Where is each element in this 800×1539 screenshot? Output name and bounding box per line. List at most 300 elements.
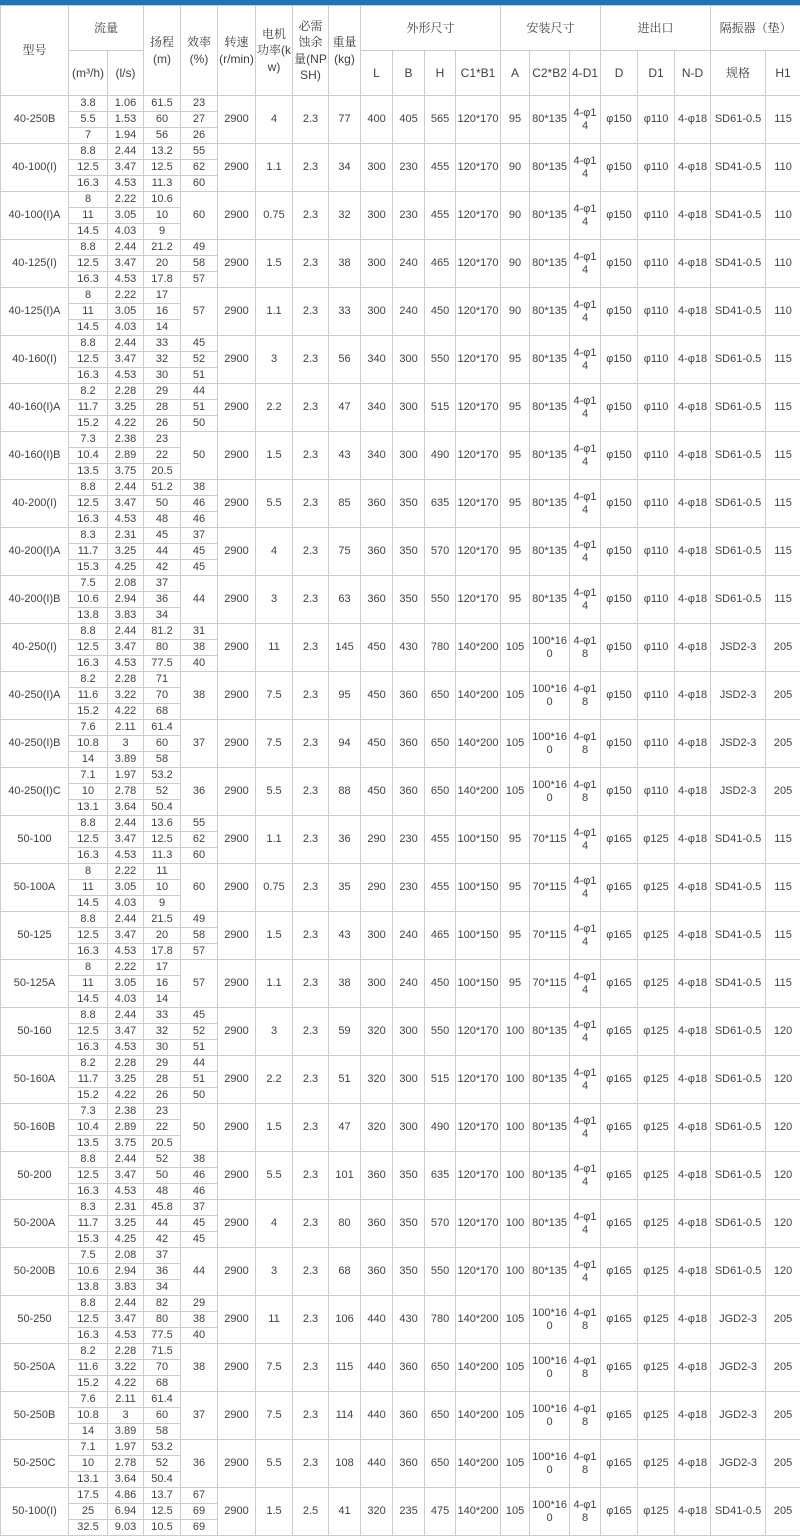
flow-ls-cell: 3.25 (108, 1216, 144, 1232)
efficiency-cell: 46 (181, 1168, 218, 1184)
model-cell: 40-160(I) (1, 336, 69, 384)
flow-ls-cell: 4.53 (108, 1184, 144, 1200)
npsh-cell: 2.3 (293, 816, 329, 864)
model-cell: 40-125(I)A (1, 288, 69, 336)
port-d-cell: φ165 (601, 1152, 638, 1200)
dim-b-cell: 230 (393, 864, 425, 912)
table-row (1, 960, 800, 976)
head-cell: 77.5 (144, 656, 181, 672)
npsh-cell: 2.3 (293, 336, 329, 384)
dim-h-cell: 465 (425, 240, 456, 288)
flow-m3h-cell: 8.2 (69, 1056, 108, 1072)
weight-cell: 38 (329, 240, 361, 288)
head-cell: 26 (144, 1088, 181, 1104)
port-nd-cell: 4-φ18 (675, 96, 711, 144)
efficiency-cell: 55 (181, 816, 218, 832)
weight-cell: 32 (329, 192, 361, 240)
model-cell: 40-200(I)A (1, 528, 69, 576)
install-a-cell: 95 (501, 336, 530, 384)
head-cell: 13.6 (144, 816, 181, 832)
install-c2b2-cell: 100*160 (530, 1296, 570, 1344)
flow-m3h-cell: 12.5 (69, 640, 108, 656)
head-cell: 11 (144, 864, 181, 880)
isolator-spec-cell: JSD2-3 (711, 672, 766, 720)
motor-power-cell: 5.5 (256, 768, 293, 816)
flow-ls-cell: 2.28 (108, 672, 144, 688)
flow-ls-cell: 2.08 (108, 1248, 144, 1264)
flow-m3h-cell: 8.8 (69, 816, 108, 832)
flow-m3h-cell: 7 (69, 128, 108, 144)
port-nd-cell: 4-φ18 (675, 864, 711, 912)
head-cell: 23 (144, 1104, 181, 1120)
isolator-h1-cell: 205 (766, 1488, 800, 1536)
speed-cell: 2900 (218, 1344, 256, 1392)
dim-b-cell: 240 (393, 288, 425, 336)
flow-ls-cell: 2.31 (108, 528, 144, 544)
col-header-install-dims: 安装尺寸 (501, 6, 601, 51)
head-cell: 45 (144, 528, 181, 544)
dim-c1b1-cell: 100*150 (456, 816, 501, 864)
flow-ls-cell: 2.44 (108, 1296, 144, 1312)
install-4d1-cell: 4-φ14 (570, 96, 601, 144)
dim-l-cell: 340 (361, 432, 393, 480)
flow-ls-cell: 4.53 (108, 1328, 144, 1344)
table-row (1, 480, 800, 496)
table-row (1, 1104, 800, 1120)
head-cell: 42 (144, 1232, 181, 1248)
flow-ls-cell: 2.22 (108, 288, 144, 304)
flow-m3h-cell: 12.5 (69, 352, 108, 368)
flow-m3h-cell: 12.5 (69, 832, 108, 848)
efficiency-cell: 44 (181, 1056, 218, 1072)
install-c2b2-cell: 80*135 (530, 1008, 570, 1056)
dim-h-cell: 455 (425, 816, 456, 864)
speed-cell: 2900 (218, 528, 256, 576)
motor-power-cell: 3 (256, 336, 293, 384)
dim-h-cell: 550 (425, 576, 456, 624)
head-cell: 53.2 (144, 1440, 181, 1456)
flow-m3h-cell: 16.3 (69, 1040, 108, 1056)
port-d1-cell: φ110 (638, 240, 675, 288)
head-cell: 33 (144, 336, 181, 352)
dim-l-cell: 320 (361, 1104, 393, 1152)
flow-m3h-cell: 13.5 (69, 1136, 108, 1152)
dim-h-cell: 635 (425, 480, 456, 528)
head-cell: 56 (144, 128, 181, 144)
flow-m3h-cell: 13.8 (69, 608, 108, 624)
install-c2b2-cell: 100*160 (530, 768, 570, 816)
efficiency-cell: 45 (181, 1008, 218, 1024)
efficiency-cell: 23 (181, 96, 218, 112)
table-row (1, 1056, 800, 1072)
efficiency-cell: 49 (181, 912, 218, 928)
dim-c1b1-cell: 120*170 (456, 1104, 501, 1152)
port-nd-cell: 4-φ18 (675, 1296, 711, 1344)
head-cell: 71.5 (144, 1344, 181, 1360)
dim-c1b1-cell: 120*170 (456, 192, 501, 240)
port-d-cell: φ165 (601, 1056, 638, 1104)
motor-power-cell: 4 (256, 1200, 293, 1248)
efficiency-cell: 50 (181, 1104, 218, 1152)
dim-h-cell: 780 (425, 624, 456, 672)
port-d-cell: φ165 (601, 1440, 638, 1488)
dim-b-cell: 350 (393, 1248, 425, 1296)
motor-power-cell: 2.2 (256, 384, 293, 432)
install-c2b2-cell: 100*160 (530, 624, 570, 672)
head-cell: 68 (144, 704, 181, 720)
isolator-spec-cell: SD61-0.5 (711, 96, 766, 144)
dim-h-cell: 455 (425, 144, 456, 192)
port-nd-cell: 4-φ18 (675, 528, 711, 576)
dim-h-cell: 650 (425, 1344, 456, 1392)
efficiency-cell: 69 (181, 1520, 218, 1536)
head-cell: 48 (144, 512, 181, 528)
install-c2b2-cell: 100*160 (530, 1392, 570, 1440)
flow-m3h-cell: 15.3 (69, 560, 108, 576)
dim-h-cell: 475 (425, 1488, 456, 1536)
dim-c1b1-cell: 140*200 (456, 1344, 501, 1392)
dim-c1b1-cell: 120*170 (456, 336, 501, 384)
speed-cell: 2900 (218, 96, 256, 144)
table-row (1, 1152, 800, 1168)
flow-ls-cell: 1.97 (108, 1440, 144, 1456)
efficiency-cell: 57 (181, 944, 218, 960)
dim-h-cell: 515 (425, 384, 456, 432)
port-nd-cell: 4-φ18 (675, 1104, 711, 1152)
weight-cell: 101 (329, 1152, 361, 1200)
model-cell: 40-250(I)A (1, 672, 69, 720)
flow-m3h-cell: 10.4 (69, 1120, 108, 1136)
head-cell: 20.5 (144, 464, 181, 480)
install-4d1-cell: 4-φ14 (570, 864, 601, 912)
head-cell: 50 (144, 1168, 181, 1184)
weight-cell: 115 (329, 1344, 361, 1392)
flow-ls-cell: 3.89 (108, 1424, 144, 1440)
head-cell: 37 (144, 576, 181, 592)
dim-b-cell: 350 (393, 480, 425, 528)
flow-m3h-cell: 16.3 (69, 1184, 108, 1200)
dim-l-cell: 360 (361, 1152, 393, 1200)
weight-cell: 114 (329, 1392, 361, 1440)
flow-ls-cell: 2.28 (108, 1056, 144, 1072)
col-header-weight: 重量(kg) (329, 6, 361, 96)
port-d1-cell: φ125 (638, 912, 675, 960)
port-d-cell: φ165 (601, 816, 638, 864)
dim-b-cell: 430 (393, 624, 425, 672)
table-row (1, 288, 800, 304)
head-cell: 14 (144, 992, 181, 1008)
col-header-overall-dims: 外形尺寸 (361, 6, 501, 51)
dim-c1b1-cell: 120*170 (456, 480, 501, 528)
weight-cell: 38 (329, 960, 361, 1008)
isolator-spec-cell: SD61-0.5 (711, 1104, 766, 1152)
port-d-cell: φ165 (601, 960, 638, 1008)
port-d1-cell: φ110 (638, 720, 675, 768)
flow-m3h-cell: 12.5 (69, 1312, 108, 1328)
isolator-h1-cell: 120 (766, 1008, 800, 1056)
install-c2b2-cell: 100*160 (530, 720, 570, 768)
dim-c1b1-cell: 140*200 (456, 1488, 501, 1536)
flow-ls-cell: 2.38 (108, 1104, 144, 1120)
port-d-cell: φ165 (601, 1392, 638, 1440)
head-cell: 52 (144, 1152, 181, 1168)
head-cell: 80 (144, 1312, 181, 1328)
table-row (1, 768, 800, 784)
isolator-spec-cell: SD41-0.5 (711, 240, 766, 288)
flow-ls-cell: 3.22 (108, 688, 144, 704)
model-cell: 50-125 (1, 912, 69, 960)
install-a-cell: 100 (501, 1056, 530, 1104)
head-cell: 61.4 (144, 1392, 181, 1408)
speed-cell: 2900 (218, 1296, 256, 1344)
weight-cell: 35 (329, 864, 361, 912)
dim-l-cell: 300 (361, 240, 393, 288)
flow-ls-cell: 2.44 (108, 1008, 144, 1024)
install-c2b2-cell: 80*135 (530, 1056, 570, 1104)
dim-l-cell: 290 (361, 816, 393, 864)
dim-c1b1-cell: 140*200 (456, 1296, 501, 1344)
port-d1-cell: φ125 (638, 1104, 675, 1152)
install-a-cell: 105 (501, 1440, 530, 1488)
speed-cell: 2900 (218, 1392, 256, 1440)
port-d-cell: φ165 (601, 1296, 638, 1344)
isolator-h1-cell: 120 (766, 1056, 800, 1104)
flow-ls-cell: 4.03 (108, 320, 144, 336)
flow-ls-cell: 4.22 (108, 1376, 144, 1392)
port-d-cell: φ165 (601, 912, 638, 960)
dim-h-cell: 490 (425, 1104, 456, 1152)
install-a-cell: 95 (501, 960, 530, 1008)
isolator-h1-cell: 205 (766, 1344, 800, 1392)
flow-ls-cell: 3.25 (108, 1072, 144, 1088)
flow-m3h-cell: 12.5 (69, 1168, 108, 1184)
table-body (1, 96, 800, 1536)
install-4d1-cell: 4-φ18 (570, 624, 601, 672)
dim-c1b1-cell: 120*170 (456, 384, 501, 432)
head-cell: 17.8 (144, 944, 181, 960)
weight-cell: 59 (329, 1008, 361, 1056)
install-a-cell: 90 (501, 240, 530, 288)
npsh-cell: 2.3 (293, 768, 329, 816)
weight-cell: 95 (329, 672, 361, 720)
head-cell: 13.7 (144, 1488, 181, 1504)
port-d1-cell: φ110 (638, 480, 675, 528)
flow-ls-cell: 2.22 (108, 864, 144, 880)
npsh-cell: 2.3 (293, 912, 329, 960)
dim-h-cell: 570 (425, 528, 456, 576)
flow-m3h-cell: 8.8 (69, 336, 108, 352)
npsh-cell: 2.3 (293, 1296, 329, 1344)
table-row (1, 528, 800, 544)
head-cell: 20 (144, 256, 181, 272)
dim-l-cell: 440 (361, 1344, 393, 1392)
port-nd-cell: 4-φ18 (675, 144, 711, 192)
model-cell: 50-160 (1, 1008, 69, 1056)
flow-m3h-cell: 14.5 (69, 320, 108, 336)
flow-ls-cell: 4.53 (108, 1040, 144, 1056)
head-cell: 52 (144, 1456, 181, 1472)
port-d1-cell: φ125 (638, 1296, 675, 1344)
dim-l-cell: 400 (361, 96, 393, 144)
isolator-spec-cell: SD41-0.5 (711, 192, 766, 240)
efficiency-cell: 44 (181, 384, 218, 400)
speed-cell: 2900 (218, 1440, 256, 1488)
port-nd-cell: 4-φ18 (675, 1056, 711, 1104)
flow-ls-cell: 3.47 (108, 928, 144, 944)
npsh-cell: 2.3 (293, 1152, 329, 1200)
flow-m3h-cell: 11.6 (69, 1360, 108, 1376)
flow-m3h-cell: 10 (69, 1456, 108, 1472)
install-c2b2-cell: 100*160 (530, 672, 570, 720)
install-c2b2-cell: 80*135 (530, 384, 570, 432)
flow-m3h-cell: 11 (69, 976, 108, 992)
flow-ls-cell: 3.75 (108, 1136, 144, 1152)
flow-m3h-cell: 14 (69, 1424, 108, 1440)
install-c2b2-cell: 70*115 (530, 816, 570, 864)
flow-ls-cell: 4.03 (108, 224, 144, 240)
port-d-cell: φ150 (601, 768, 638, 816)
dim-b-cell: 350 (393, 1152, 425, 1200)
dim-h-cell: 550 (425, 1008, 456, 1056)
efficiency-cell: 38 (181, 1344, 218, 1392)
table-row (1, 624, 800, 640)
speed-cell: 2900 (218, 432, 256, 480)
port-d-cell: φ165 (601, 864, 638, 912)
table-row (1, 384, 800, 400)
dim-b-cell: 240 (393, 912, 425, 960)
flow-ls-cell: 4.22 (108, 704, 144, 720)
flow-ls-cell: 1.53 (108, 112, 144, 128)
dim-h-cell: 455 (425, 192, 456, 240)
dim-l-cell: 360 (361, 528, 393, 576)
npsh-cell: 2.3 (293, 1344, 329, 1392)
flow-ls-cell: 4.03 (108, 992, 144, 1008)
dim-c1b1-cell: 100*150 (456, 912, 501, 960)
weight-cell: 68 (329, 1248, 361, 1296)
isolator-spec-cell: SD61-0.5 (711, 336, 766, 384)
isolator-h1-cell: 115 (766, 480, 800, 528)
port-nd-cell: 4-φ18 (675, 1392, 711, 1440)
head-cell: 26 (144, 416, 181, 432)
npsh-cell: 2.3 (293, 1008, 329, 1056)
flow-ls-cell: 2.31 (108, 1200, 144, 1216)
speed-cell: 2900 (218, 1488, 256, 1536)
head-cell: 42 (144, 560, 181, 576)
isolator-h1-cell: 205 (766, 1392, 800, 1440)
install-4d1-cell: 4-φ14 (570, 1248, 601, 1296)
dim-c1b1-cell: 140*200 (456, 720, 501, 768)
dim-l-cell: 450 (361, 672, 393, 720)
flow-m3h-cell: 12.5 (69, 496, 108, 512)
flow-ls-cell: 4.22 (108, 1088, 144, 1104)
efficiency-cell: 51 (181, 1040, 218, 1056)
flow-m3h-cell: 10.8 (69, 1408, 108, 1424)
motor-power-cell: 1.5 (256, 912, 293, 960)
head-cell: 82 (144, 1296, 181, 1312)
col-header-4d1: 4-D1 (570, 51, 601, 96)
flow-m3h-cell: 10.8 (69, 736, 108, 752)
head-cell: 44 (144, 544, 181, 560)
port-d-cell: φ150 (601, 288, 638, 336)
flow-m3h-cell: 3.8 (69, 96, 108, 112)
dim-b-cell: 235 (393, 1488, 425, 1536)
table-row (1, 1440, 800, 1456)
head-cell: 30 (144, 368, 181, 384)
head-cell: 58 (144, 752, 181, 768)
motor-power-cell: 1.1 (256, 144, 293, 192)
dim-b-cell: 360 (393, 720, 425, 768)
install-4d1-cell: 4-φ14 (570, 1152, 601, 1200)
dim-b-cell: 300 (393, 384, 425, 432)
npsh-cell: 2.3 (293, 1440, 329, 1488)
head-cell: 37 (144, 1248, 181, 1264)
dim-c1b1-cell: 120*170 (456, 1056, 501, 1104)
port-d1-cell: φ110 (638, 768, 675, 816)
flow-m3h-cell: 11 (69, 208, 108, 224)
weight-cell: 47 (329, 1104, 361, 1152)
weight-cell: 85 (329, 480, 361, 528)
isolator-h1-cell: 115 (766, 336, 800, 384)
efficiency-cell: 29 (181, 1296, 218, 1312)
weight-cell: 56 (329, 336, 361, 384)
dim-b-cell: 230 (393, 816, 425, 864)
isolator-h1-cell: 205 (766, 1296, 800, 1344)
install-c2b2-cell: 80*135 (530, 480, 570, 528)
head-cell: 50 (144, 496, 181, 512)
motor-power-cell: 3 (256, 1248, 293, 1296)
flow-m3h-cell: 8.2 (69, 384, 108, 400)
motor-power-cell: 11 (256, 1296, 293, 1344)
dim-c1b1-cell: 140*200 (456, 624, 501, 672)
efficiency-cell: 60 (181, 864, 218, 912)
port-nd-cell: 4-φ18 (675, 1248, 711, 1296)
port-d1-cell: φ110 (638, 144, 675, 192)
dim-l-cell: 320 (361, 1488, 393, 1536)
port-nd-cell: 4-φ18 (675, 384, 711, 432)
npsh-cell: 2.3 (293, 432, 329, 480)
head-cell: 71 (144, 672, 181, 688)
flow-m3h-cell: 8.2 (69, 1344, 108, 1360)
efficiency-cell: 62 (181, 832, 218, 848)
head-cell: 28 (144, 400, 181, 416)
dim-c1b1-cell: 140*200 (456, 768, 501, 816)
flow-ls-cell: 2.89 (108, 448, 144, 464)
dim-c1b1-cell: 140*200 (456, 672, 501, 720)
flow-m3h-cell: 11.7 (69, 544, 108, 560)
head-cell: 13.2 (144, 144, 181, 160)
isolator-h1-cell: 115 (766, 96, 800, 144)
flow-ls-cell: 3.25 (108, 544, 144, 560)
port-d1-cell: φ110 (638, 336, 675, 384)
head-cell: 17 (144, 960, 181, 976)
install-4d1-cell: 4-φ14 (570, 576, 601, 624)
efficiency-cell: 45 (181, 1216, 218, 1232)
port-d-cell: φ150 (601, 624, 638, 672)
install-c2b2-cell: 80*135 (530, 576, 570, 624)
dim-l-cell: 300 (361, 960, 393, 1008)
head-cell: 9 (144, 896, 181, 912)
npsh-cell: 2.3 (293, 528, 329, 576)
flow-ls-cell: 3.47 (108, 832, 144, 848)
isolator-spec-cell: SD41-0.5 (711, 288, 766, 336)
col-header-A: A (501, 51, 530, 96)
isolator-h1-cell: 115 (766, 384, 800, 432)
dim-c1b1-cell: 120*170 (456, 1200, 501, 1248)
flow-ls-cell: 3.47 (108, 256, 144, 272)
flow-m3h-cell: 11.7 (69, 1216, 108, 1232)
head-cell: 17.8 (144, 272, 181, 288)
isolator-h1-cell: 205 (766, 624, 800, 672)
